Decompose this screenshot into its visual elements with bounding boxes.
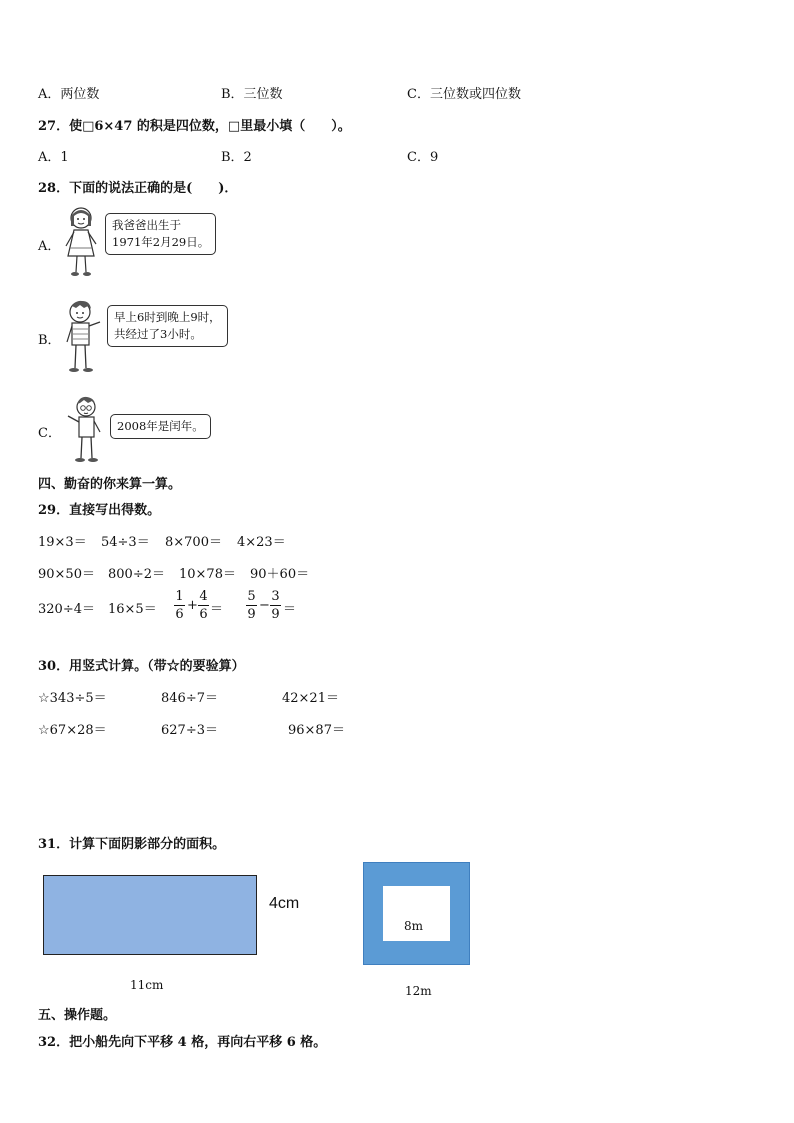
equals: ＝ <box>210 602 224 617</box>
numerator: 4 <box>199 589 208 604</box>
calc-item: 10×78＝ <box>179 567 236 582</box>
calc-item: 54÷3＝ <box>101 535 150 550</box>
calc-item: 4×23＝ <box>237 535 286 550</box>
calc-item: 800÷2＝ <box>108 567 165 582</box>
option-b: B．2 <box>221 150 252 165</box>
question-32-stem: 32．把小船先向下平移 4 格，再向右平移 6 格。 <box>38 1035 327 1050</box>
calc-item: 19×3＝ <box>38 535 87 550</box>
option-a: A．两位数 <box>38 87 100 102</box>
option-c: C．9 <box>407 150 439 165</box>
boy-with-glasses-illustration <box>64 394 104 466</box>
speech-bubble-b <box>107 305 228 347</box>
question-27-stem: 27．使□6×47 的积是四位数，□里最小填（ ）。 <box>38 119 351 134</box>
calc-item: 8×700＝ <box>165 535 222 550</box>
section-5-heading: 五、操作题。 <box>38 1008 117 1023</box>
outer-square-label: 12m <box>405 984 432 998</box>
section-4-heading: 四、勤奋的你来算一算。 <box>38 477 182 492</box>
calc-item: 90×50＝ <box>38 567 95 582</box>
boy-illustration <box>62 298 102 376</box>
bubble-line: 1971年2月29日。 <box>112 235 210 249</box>
operator: − <box>259 598 270 613</box>
calc-item: ☆67×28＝ <box>38 723 107 738</box>
equals: ＝ <box>283 602 297 617</box>
speech-bubble-a <box>105 213 216 255</box>
calc-item: 627÷3＝ <box>161 723 218 738</box>
inner-square-label: 8m <box>404 919 424 933</box>
shaded-rectangle <box>43 875 257 955</box>
calc-item: 42×21＝ <box>282 691 339 706</box>
calc-item: ☆343÷5＝ <box>38 691 107 706</box>
option-c: C．三位数或四位数 <box>407 87 521 102</box>
question-28-stem: 28．下面的说法正确的是( )． <box>38 181 238 196</box>
operator: + <box>187 598 198 613</box>
girl-illustration <box>62 204 100 280</box>
numerator: 3 <box>271 589 280 604</box>
calc-item: 16×5＝ <box>108 602 157 617</box>
bubble-line: 2008年是闰年。 <box>117 419 204 433</box>
denominator: 9 <box>247 607 256 622</box>
question-31-stem: 31．计算下面阴影部分的面积。 <box>38 837 226 852</box>
fraction <box>174 589 185 622</box>
rectangle-height-label: 4cm <box>269 895 300 912</box>
bubble-line: 我爸爸出生于 <box>112 218 181 232</box>
denominator: 6 <box>175 607 184 622</box>
numerator: 1 <box>175 589 184 604</box>
calc-item: 846÷7＝ <box>161 691 218 706</box>
calc-item: 320÷4＝ <box>38 602 95 617</box>
bubble-line: 共经过了3小时。 <box>114 327 202 341</box>
option-b: B．三位数 <box>221 87 283 102</box>
bubble-line: 早上6时到晚上9时， <box>114 310 221 324</box>
fraction <box>270 589 281 622</box>
speech-bubble-c <box>110 414 211 439</box>
option-c-label: C． <box>38 426 61 441</box>
rectangle-width-label: 11cm <box>130 978 164 992</box>
question-29-stem: 29．直接写出得数。 <box>38 503 161 518</box>
calc-item: 90＋60＝ <box>250 567 310 582</box>
calc-item: 96×87＝ <box>288 723 345 738</box>
denominator: 6 <box>199 607 208 622</box>
numerator: 5 <box>247 589 256 604</box>
fraction <box>246 589 257 622</box>
option-b-label: B． <box>38 333 61 348</box>
question-30-stem: 30．用竖式计算。（带☆的要验算） <box>38 659 245 674</box>
fraction <box>198 589 209 622</box>
option-a-label: A． <box>38 239 61 254</box>
option-a: A．1 <box>38 150 69 165</box>
denominator: 9 <box>271 607 280 622</box>
